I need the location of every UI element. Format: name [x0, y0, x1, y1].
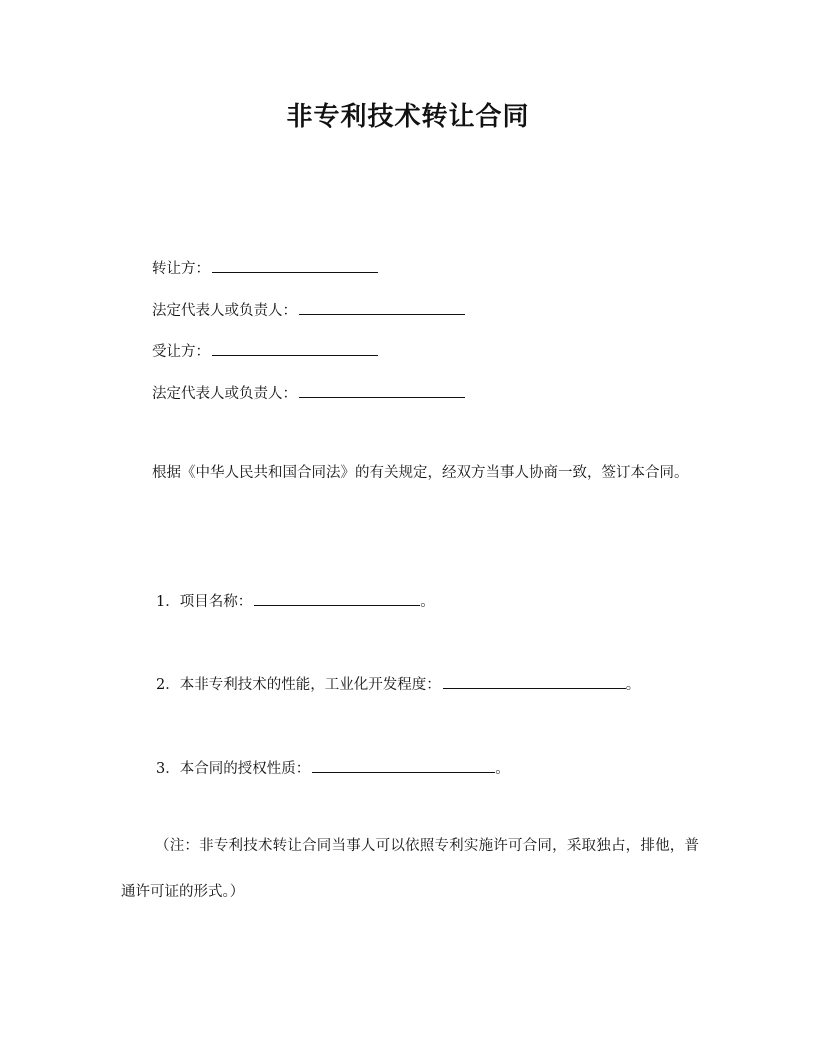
document-title: 非专利技术转让合同: [286, 102, 530, 132]
fill-in-blank[interactable]: [312, 758, 495, 773]
item-suffix: 。: [420, 594, 435, 610]
item-number: 3．: [156, 761, 180, 777]
party-line-transferor-representative: [152, 299, 465, 320]
item-number: 2．: [156, 677, 180, 693]
fill-in-blank[interactable]: [299, 300, 465, 315]
party-line-transferee: [152, 340, 378, 361]
fill-in-blank[interactable]: [443, 674, 626, 689]
party-label: 法定代表人或负责人：: [152, 303, 297, 319]
fill-in-blank[interactable]: [299, 383, 465, 398]
item-label: 本合同的授权性质：: [179, 761, 311, 777]
party-label: 受让方：: [152, 344, 210, 360]
item-2: [156, 673, 640, 694]
item-number: 1．: [156, 594, 180, 610]
item-3: [156, 757, 510, 778]
item-label: 项目名称：: [179, 594, 253, 610]
item-label: 本非专利技术的性能，工业化开发程度：: [179, 677, 441, 693]
item-suffix: 。: [625, 677, 641, 693]
intro-paragraph: 根据《中华人民共和国合同法》的有关规定，经双方当事人协商一致，签订本合同。: [152, 465, 689, 481]
fill-in-blank[interactable]: [212, 258, 378, 273]
item-suffix: 。: [495, 761, 510, 777]
party-line-transferee-representative: [152, 382, 465, 403]
note-paragraph: （注：非专利技术转让合同当事人可以依照专利实施许可合同，采取独占，排他，普通许可证的形式。）: [121, 838, 699, 900]
party-label: 法定代表人或负责人：: [152, 386, 297, 402]
party-line-transferor: [152, 257, 378, 278]
fill-in-blank[interactable]: [212, 341, 378, 356]
fill-in-blank[interactable]: [254, 591, 420, 606]
party-label: 转让方：: [152, 261, 210, 277]
item-1: [156, 590, 435, 611]
